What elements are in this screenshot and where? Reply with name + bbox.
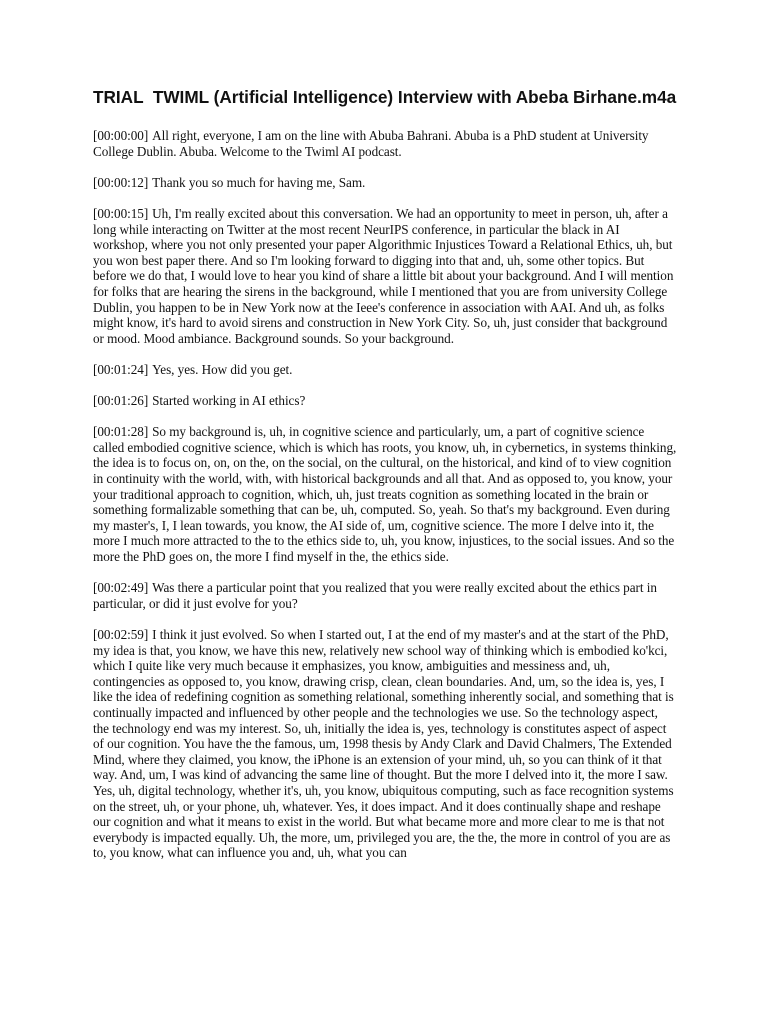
transcript-text: Uh, I'm really excited about this conversation. We had an opportunity to meet in person, uh, after a long while interacting on Twitter at the most recent NeurIPS conference, in particular the black in AI workshop, where you not only presented your paper Algorithmic Injustices Toward a Relational Ethics, uh, but you won best paper there. And so I'm looking forward to digging into that and, uh, some other topics. But before we do that, I would love to hear you kind of share a little bit about your background. And I will mention for folks that are hearing the sirens in the background, while I mentioned that you are from university College Dublin, you happen to be in New York now at the Ieee's conference in association with AAI. And uh, as folks might know, it's hard to avoid sirens and construction in New York City. So, uh, just consider that background or mood. Mood ambiance. Background sounds. So your background. xyxy=(93,205,674,346)
transcript-paragraph xyxy=(93,206,677,346)
transcript-paragraph xyxy=(93,393,677,409)
timestamp: [00:01:24] xyxy=(93,361,149,377)
transcript-text: Started working in AI ethics? xyxy=(152,393,306,409)
transcript-text: I think it just evolved. So when I started out, I at the end of my master's and at the start of the PhD, my idea is that, you know, we have this new, relatively new school way of thinking which is embodied ko'kci, which I quite like very much because it emphasizes, you know, ambiguities and messiness and, uh, contingencies as opposed to, you know, drawing crisp, clean, clean boundaries. And, um, so the idea is, yes, I like the idea of redefining cognition as something relational, something inherently social, and something that is continually impacted and influenced by other people and the technologies we use. So the technology aspect, the technology end was my interest. So, uh, initially the idea is, yes, technology is constitutes aspect of aspect of our cognition. You have the the famous, um, 1998 thesis by Andy Clark and David Chalmers, The Extended Mind, where they claimed, you know, the iPhone is an extension of your mind, uh, so you can think of it that way. And, um, I was kind of advancing the same line of thought. But the more I delved into it, the more I saw. Yes, uh, digital technology, whether it's, uh, you know, ubiquitous computing, such as face recognition systems on the street, uh, or your phone, uh, whatever. Yes, it does impact. And it does continually shape and reshape our cognition and what it means to exist in the world. But what became more and more clear to me is that not everybody is impacted equally. Uh, the more, um, privileged you are, the the, the more in control of you are as to, you know, what can influence you and, uh, what you can xyxy=(93,627,674,861)
transcript-text: Yes, yes. How did you get. xyxy=(152,361,293,377)
document-page xyxy=(93,87,677,877)
timestamp: [00:01:26] xyxy=(93,393,149,409)
transcript-paragraph xyxy=(93,627,677,861)
timestamp: [00:00:12] xyxy=(93,174,149,190)
transcript-paragraph xyxy=(93,128,677,159)
timestamp: [00:00:15] xyxy=(93,205,149,221)
transcript-text: So my background is, uh, in cognitive science and particularly, um, a part of cognitive science called embodied cognitive science, which is which has roots, you know, uh, in cybernetics, in systems thinking, the idea is to focus on, on, on the, on the social, on the cultural, on the historical, and kind of to view cognition in continuity with the world, with, with historical backgrounds and all that. And as opposed to, you know, your your traditional approach to cognition, which, uh, just treats cognition as something located in the brain or something formalizable something that can be, uh, computed. So, yeah. So that's my background. Even during my master's, I, I lean towards, you know, the AI side of, um, cognitive science. The more I delve into it, the more I much more attracted to the to the ethics side to, uh, you know, injustices, to the social issues. And so the more the PhD goes on, the more I find myself in the, the ethics side. xyxy=(93,424,677,565)
timestamp: [00:00:00] xyxy=(93,128,149,143)
transcript-text: All right, everyone, I am on the line with Abuba Bahrani. Abuba is a PhD student at University College Dublin. Abuba. Welcome to the Twiml AI podcast. xyxy=(93,128,649,159)
transcript-paragraph xyxy=(93,175,677,191)
transcript-paragraph xyxy=(93,424,677,564)
transcript-text: Was there a particular point that you realized that you were really excited about the ethics part in particular, or did it just evolve for you? xyxy=(93,580,657,611)
timestamp: [00:02:49] xyxy=(93,580,149,596)
timestamp: [00:01:28] xyxy=(93,424,149,440)
transcript-text: Thank you so much for having me, Sam. xyxy=(152,174,366,190)
timestamp: [00:02:59] xyxy=(93,627,149,642)
transcript-paragraph xyxy=(93,362,677,378)
transcript-paragraph xyxy=(93,580,677,611)
document-title: TRIAL TWIML (Artificial Intelligence) Interview with Abeba Birhane.m4a xyxy=(93,87,677,107)
